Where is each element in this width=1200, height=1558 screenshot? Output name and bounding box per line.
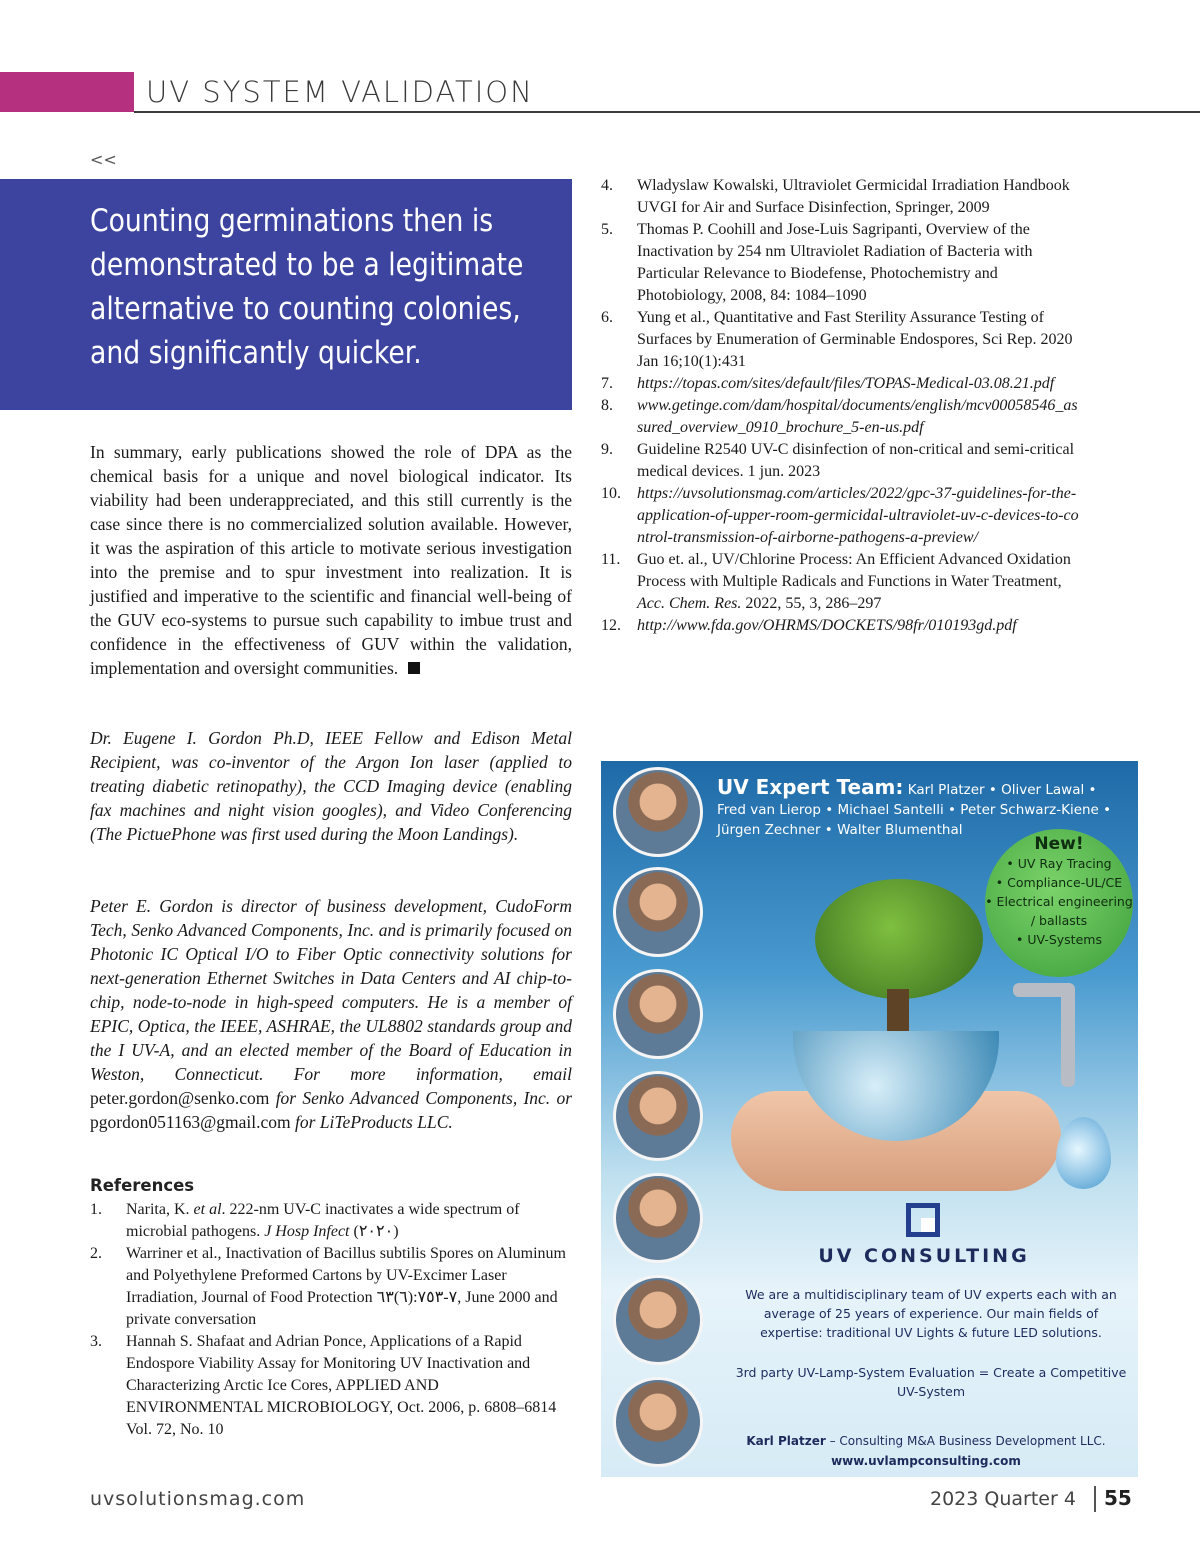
ad-team-label: UV Expert Team: [717,775,904,799]
reference-text: . 222-nm UV-C inactivates a wide spectrum of microbial pathogens. [126,1201,520,1240]
reference-url-link[interactable]: https://uvsolutionsmag.com/articles/2022/gpc-37-guidelines-for-the-application-of-upper-room-germicidal-ultraviolet-uv-c-devices-to-control-transmission-of-airborne-pathogens-a-preview/ [637,485,1079,546]
reference-item [601,615,1081,637]
reference-text: Hannah S. Shafaat and Adrian Ponce, Applications of a Rapid Endospore Viability Assay for Monitoring UV Inactivation and Characterizing Arctic Ice Cores, APPLIED AND ENVIRONMENTAL MICROBIOLOGY, Oct. 2006, p. 6808–6814 Vol. 72, No. 10 [126,1333,557,1438]
team-member-photo [613,1377,703,1467]
reference-journal: J Hosp Infect [264,1223,350,1240]
badge-item: • Compliance-UL/CE [995,875,1123,890]
tree-illustration [815,879,983,999]
reference-item [90,1243,572,1331]
section-title: UV SYSTEM VALIDATION [146,75,534,109]
team-member-photo [613,867,703,957]
email-link-gmail[interactable]: pgordon051163@gmail.com [90,1112,291,1132]
end-mark-icon [408,662,420,674]
badge-title: New! [1034,834,1084,854]
new-services-badge [985,829,1133,977]
page-number: 55 [1104,1486,1132,1510]
reference-item [601,175,1081,219]
uv-consulting-logo-text: UV CONSULTING [818,1245,1030,1267]
bio-peter-mid: for Senko Advanced Components, Inc. or [275,1088,573,1108]
references-list-right [601,175,1081,637]
reference-text: Narita, K. [126,1201,194,1218]
reference-number: 4. [601,177,613,194]
reference-item [601,439,1081,483]
email-link-senko[interactable]: peter.gordon@senko.com [90,1088,270,1108]
summary-paragraph [90,440,572,680]
team-photo-column [601,761,719,1477]
pull-quote: Counting germinations then is demonstrated to be a legitimate alternative to counting colonies, and significantly quicker. [90,203,524,371]
reference-item [601,395,1081,439]
ad-contact-company: – Consulting M&A Business Development LLC. [829,1434,1106,1448]
reference-details: 2022, 55, 3, 286–297 [741,595,882,612]
reference-number: 2. [90,1245,102,1262]
ad-contact [719,1431,1133,1471]
reference-url-link[interactable]: www.getinge.com/dam/hospital/documents/english/mcv00058546_assured_overview_0910_brochure_5-en-us.pdf [637,397,1078,436]
reference-number: 9. [601,441,613,458]
badge-item: • UV-Systems [1016,932,1102,947]
footer-divider [1094,1486,1096,1512]
reference-text: Warriner et al., Inactivation of Bacillus subtilis Spores on Aluminum and Polyethylene Preformed Cartons by UV-Excimer Laser Irradiation, Journal of Food Protection ٧-٧٥٣:(٦)٦٣, June 2000 and private conversation [126,1245,566,1328]
ad-offer: 3rd party UV-Lamp-System Evaluation = Create a Competitive UV-System [735,1365,1127,1399]
references-list-left [90,1199,572,1441]
bio-peter-text: Peter E. Gordon is director of business development, CudoForm Tech, Senko Advanced Components, Inc. and is primarily focused on Photonic IC Optical I/O to Fiber Optic connectivity solutions for next-generation Ethernet Switches in Data Centers and AI chip-to-chip, node-to-node in high-speed computers. He is a member of EPIC, Optica, the IEEE, ASHRAE, the UL8802 standards group and the I UV-A, and an elected member of the Board of Education in Weston, Connecticut. For more information, email [90,896,572,1084]
badge-item: / ballasts [1030,913,1088,928]
references-heading: References [90,1176,195,1195]
reference-item [601,219,1081,307]
bio-peter-end: for LiTeProducts LLC. [295,1112,453,1132]
team-member-photo [613,969,703,1059]
reference-number: 6. [601,309,613,326]
team-member-photo [613,1071,703,1161]
reference-item [601,373,1081,395]
reference-number: 8. [601,397,613,414]
reference-item [601,483,1081,549]
previous-page-link[interactable]: << [90,150,117,169]
reference-item [601,307,1081,373]
reference-text: Guideline R2540 UV-C disinfection of non-critical and semi-critical medical devices. 1 jun. 2023 [637,441,1075,480]
badge-item: • Electrical engineering [985,894,1133,909]
reference-item [601,549,1081,615]
header-accent-bar [0,72,134,112]
reference-text: Guo et. al., UV/Chlorine Process: An Efficient Advanced Oxidation Process with Multiple Radicals and Functions in Water Treatment, [637,551,1071,590]
bio-eugene: Dr. Eugene I. Gordon Ph.D, IEEE Fellow and Edison Metal Recipient, was co-inventor of the Argon Ion laser (applied to treating diabetic retinopathy), the CCD Imaging device (enabling fax machines and night vision googles), and Video Conferencing (The PictuePhone was first used during the Moon Landings). [90,728,572,844]
footer-site[interactable]: uvsolutionsmag.com [90,1488,306,1510]
reference-number: 10. [601,485,621,502]
reference-journal: Acc. Chem. Res. [637,595,742,612]
reference-url-link[interactable]: https://topas.com/sites/default/files/TOPAS-Medical-03.08.21.pdf [637,375,1055,392]
bio-peter [90,894,572,1134]
ad-contact-name: Karl Platzer [746,1434,826,1448]
reference-text: Wladyslaw Kowalski, Ultraviolet Germicidal Irradiation Handbook UVGI for Air and Surface Disinfection, Springer, 2009 [637,177,1070,216]
reference-number: 5. [601,221,613,238]
reference-number: 3. [90,1333,102,1350]
ad-team-names: Karl Platzer • Oliver Lawal • Fred van Lierop • Michael Santelli • Peter Schwarz-Kiene • Jürgen Zechner • Walter Blumenthal [717,782,1112,838]
uv-consulting-logo-icon [906,1203,940,1237]
footer-issue: 2023 Quarter 4 [930,1488,1076,1510]
reference-year: (٢٠٢٠) [349,1223,399,1240]
reference-number: 7. [601,375,613,392]
reference-number: 12. [601,617,621,634]
reference-item [90,1199,572,1243]
badge-item: • UV Ray Tracing [1006,856,1112,871]
ad-description: We are a multidisciplinary team of UV experts each with an average of 25 years of experience. Our main fields of expertise: traditional UV Lights & future LED solutions. [745,1287,1117,1340]
summary-text: In summary, early publications showed the role of DPA as the chemical basis for a unique and novel biological indicator. Its viability had been underappreciated, and this still currently is the case since there is no commercialized solution available. However, it was the aspiration of this article to motivate serious investigation into the premise and to spur investment into realization. It is justified and imperative to the scientific and financial well-being of the GUV eco-systems to pursue such capability to imbue trust and confidence in the effectiveness of GUV within the validation, implementation and oversight communities. [90,442,572,678]
ad-website-link[interactable]: www.uvlampconsulting.com [831,1454,1021,1468]
reference-text: Thomas P. Coohill and Jose-Luis Sagripanti, Overview of the Inactivation by 254 nm Ultraviolet Radiation of Bacteria with Particular Relevance to Biodefense, Photochemistry and Photobiology, 2008, 84: 1084–1090 [637,221,1033,304]
uv-consulting-advertisement[interactable] [601,761,1138,1477]
reference-text: Yung et al., Quantitative and Fast Sterility Assurance Testing of Surfaces by Enumeration of Germinable Endospores, Sci Rep. 2020 Jan 16;10(1):431 [637,309,1073,370]
team-member-photo [613,1275,703,1365]
reference-number: 11. [601,551,621,568]
team-member-photo [613,767,703,857]
reference-number: 1. [90,1201,102,1218]
faucet-spout-icon [1061,983,1075,1087]
reference-italic: et al [193,1201,222,1218]
team-member-photo [613,1173,703,1263]
reference-url-link[interactable]: http://www.fda.gov/OHRMS/DOCKETS/98fr/010193gd.pdf [637,617,1017,634]
water-drop-icon [1056,1117,1111,1189]
header-rule [134,111,1200,113]
pull-quote-box [0,179,572,410]
reference-item [90,1331,572,1441]
